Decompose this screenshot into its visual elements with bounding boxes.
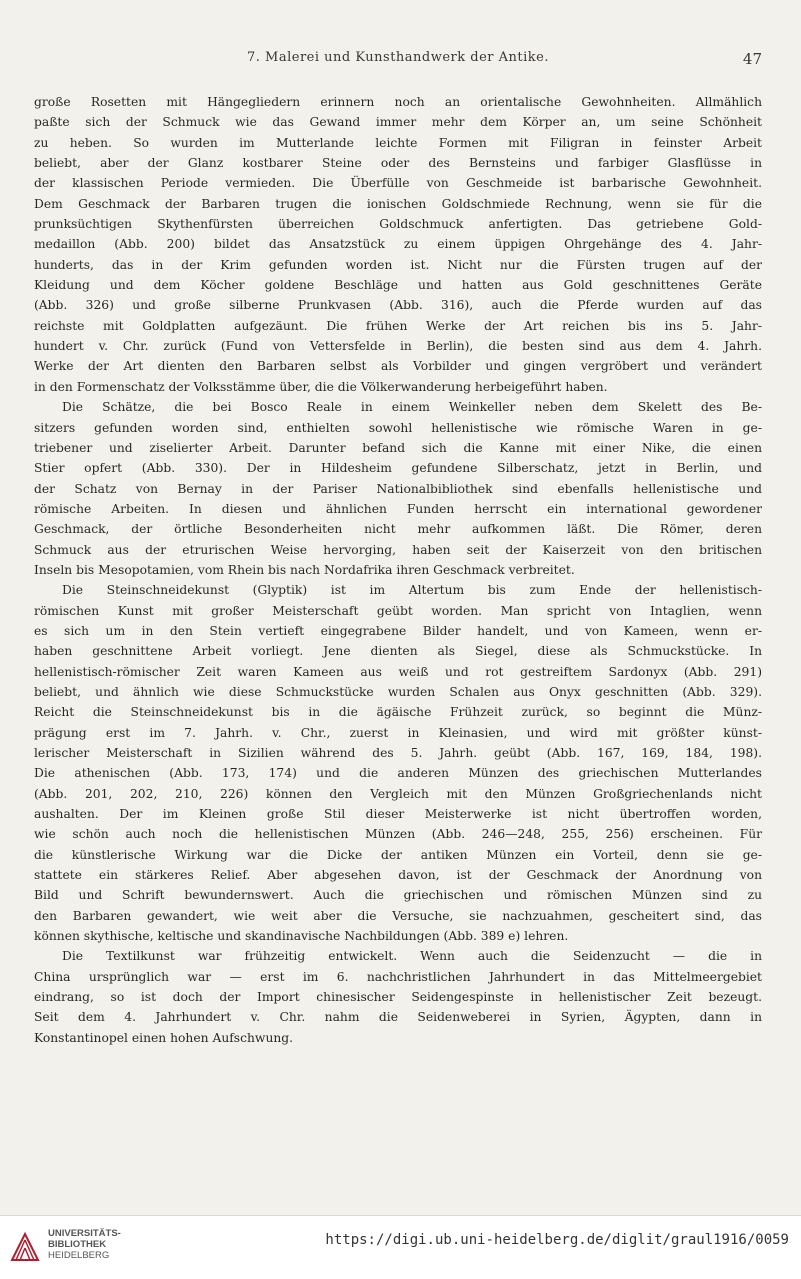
text-line: den Barbaren gewandert, wie weit aber die Versuche, sie nachzuahmen, gescheitert sind, das	[34, 908, 762, 923]
text-line: Inseln bis Mesopotamien, vom Rhein bis nach Nordafrika ihren Geschmack verbreitet.	[34, 562, 575, 577]
text-line: aushalten. Der im Kleinen große Stil dieser Meisterwerke ist nicht übertroffen worden,	[34, 807, 762, 822]
logo-line-1: UNIVERSITÄTS-	[48, 1228, 121, 1239]
text-line: sitzers gefunden worden sind, enthielten sowohl hellenistische wie römische Waren in ge-	[34, 420, 762, 435]
logo-line-3: HEIDELBERG	[48, 1250, 110, 1261]
text-line: hundert v. Chr. zurück (Fund von Vettersfelde in Berlin), die besten sind aus dem 4. Jahrh.	[34, 339, 762, 354]
text-line: der Schatz von Bernay in der Pariser Nationalbibliothek sind ebenfalls hellenistische und	[34, 481, 762, 496]
text-line: medaillon (Abb. 200) bildet das Ansatzstück zu einem üppigen Ohrgehänge des 4. Jahr-	[34, 237, 762, 252]
text-line: in den Formenschatz der Volksstämme über, die die Völkerwanderung herbeigeführt haben.	[34, 379, 608, 394]
text-line: Die athenischen (Abb. 173, 174) und die anderen Münzen des griechischen Mutterlandes	[34, 766, 762, 781]
text-line: beliebt, und ähnlich wie diese Schmuckstücke wurden Schalen aus Onyx geschnitten (Abb. 329).	[34, 684, 762, 699]
text-line: lerischer Meisterschaft in Sizilien während des 5. Jahrh. geübt (Abb. 167, 169, 184, 198).	[34, 746, 762, 760]
text-line: Die Schätze, die bei Bosco Reale in einem Weinkeller neben dem Skelett des Be-	[62, 400, 762, 415]
text-line: es sich um in den Stein vertieft eingegrabene Bilder handelt, und von Kameen, wenn er-	[34, 623, 762, 638]
text-line: (Abb. 326) und große silberne Prunkvasen (Abb. 316), auch die Pferde wurden auf das	[34, 298, 762, 313]
text-line: die künstlerische Wirkung war die Dicke der antiken Münzen ein Vorteil, denn sie ge-	[34, 847, 762, 862]
text-line: Schmuck aus der etrurischen Weise hervorging, haben seit der Kaiserzeit von den britischen	[34, 542, 762, 557]
text-line: haben geschnittene Arbeit vorliegt. Jene dienten als Siegel, diese als Schmuckstücke. In	[34, 644, 762, 659]
text-line: große Rosetten mit Hängegliedern erinnern noch an orientalische Gewohnheiten. Allmählich	[34, 95, 762, 109]
text-line: können skythische, keltische und skandinavische Nachbildungen (Abb. 389 e) lehren.	[34, 929, 569, 944]
text-line: Bild und Schrift bewundernswert. Auch die griechischen und römischen Münzen sind zu	[34, 888, 762, 903]
library-logo[interactable]	[10, 1228, 210, 1268]
library-logo-icon	[10, 1230, 40, 1264]
text-line: China ursprünglich war — erst im 6. nachchristlichen Jahrhundert in das Mittelmeergebiet	[34, 969, 762, 984]
paragraph	[34, 946, 762, 1048]
text-line: Reicht die Steinschneidekunst bis in die ägäische Frühzeit zurück, so beginnt die Münz-	[34, 705, 762, 720]
logo-line-2: BIBLIOTHEK	[48, 1239, 107, 1250]
text-line: hellenistisch-römischer Zeit waren Kameen aus weiß und rot gestreiftem Sardonyx (Abb. 291)	[34, 664, 762, 679]
text-line: eindrang, so ist doch der Import chinesischer Seidengespinste in hellenistischer Zeit bezeugt.	[34, 990, 762, 1005]
page-number: 47	[742, 50, 762, 68]
text-line: wie schön auch noch die hellenistischen Münzen (Abb. 246—248, 255, 256) erscheinen. Für	[34, 827, 762, 842]
text-line: Dem Geschmack der Barbaren trugen die ionischen Goldschmiede Rechnung, wenn sie für die	[34, 196, 762, 211]
paragraph	[34, 580, 762, 946]
text-line: Geschmack, der örtliche Besonderheiten nicht mehr aufkommen läßt. Die Römer, deren	[34, 522, 762, 537]
text-line: Kleidung und dem Köcher goldene Beschläge und hatten aus Gold geschnittenes Geräte	[34, 278, 762, 293]
text-line: Stier opfert (Abb. 330). Der in Hildesheim gefundene Silberschatz, jetzt in Berlin, und	[34, 461, 762, 476]
text-line: prägung erst im 7. Jahrh. v. Chr., zuerst in Kleinasien, und wird mit größter künst-	[34, 725, 762, 740]
text-line: Konstantinopel einen hohen Aufschwung.	[34, 1030, 294, 1045]
text-line: hunderts, das in der Krim gefunden worden ist. Nicht nur die Fürsten trugen auf der	[34, 257, 762, 272]
text-line: triebener und ziselierter Arbeit. Darunter befand sich die Kanne mit einer Nike, die einen	[34, 440, 762, 455]
text-line: der klassischen Periode vermieden. Die Überfülle von Geschmeide ist barbarische Gewohnheit.	[34, 176, 762, 191]
body-text	[34, 92, 762, 1048]
text-line: Werke der Art dienten den Barbaren selbst als Vorbilder und gingen vergröbert und verändert	[34, 359, 762, 374]
running-title: 7. Malerei und Kunsthandwerk der Antike.	[247, 50, 549, 65]
permalink-url[interactable]: https://digi.ub.uni-heidelberg.de/diglit/graul1916/0059	[325, 1232, 789, 1248]
text-line: Seit dem 4. Jahrhundert v. Chr. nahm die Seidenweberei in Syrien, Ägypten, dann in	[34, 1010, 762, 1025]
paragraph	[34, 92, 762, 397]
footer-bar	[0, 1215, 801, 1279]
text-line: Die Steinschneidekunst (Glyptik) ist im Altertum bis zum Ende der hellenistisch-	[62, 583, 762, 598]
text-line: römischen Kunst mit großer Meisterschaft geübt worden. Man spricht von Intaglien, wenn	[34, 603, 762, 618]
text-line: zu heben. So wurden im Mutterlande leichte Formen mit Filigran in feinster Arbeit	[34, 135, 762, 150]
text-line: Die Textilkunst war frühzeitig entwickelt. Wenn auch die Seidenzucht — die in	[62, 949, 762, 964]
paragraph	[34, 397, 762, 580]
text-line: prunksüchtigen Skythenfürsten überreichen Goldschmuck anfertigten. Das getriebene Gold-	[34, 217, 762, 232]
text-line: römische Arbeiten. In diesen und ähnlichen Funden herrscht ein international gewordener	[34, 501, 762, 516]
logo-wordmark	[48, 1228, 121, 1261]
text-line: paßte sich der Schmuck wie das Gewand immer mehr dem Körper an, um seine Schönheit	[34, 115, 762, 130]
text-line: reichste mit Goldplatten aufgezäunt. Die frühen Werke der Art reichen bis ins 5. Jahr-	[34, 318, 762, 333]
text-line: beliebt, aber der Glanz kostbarer Steine oder des Bernsteins und farbiger Glasflüsse in	[34, 156, 762, 171]
text-line: (Abb. 201, 202, 210, 226) können den Vergleich mit den Münzen Großgriechenlands nicht	[34, 786, 762, 801]
page-header	[34, 50, 762, 74]
text-line: stattete ein stärkeres Relief. Aber abgesehen davon, ist der Geschmack der Anordnung von	[34, 868, 762, 883]
